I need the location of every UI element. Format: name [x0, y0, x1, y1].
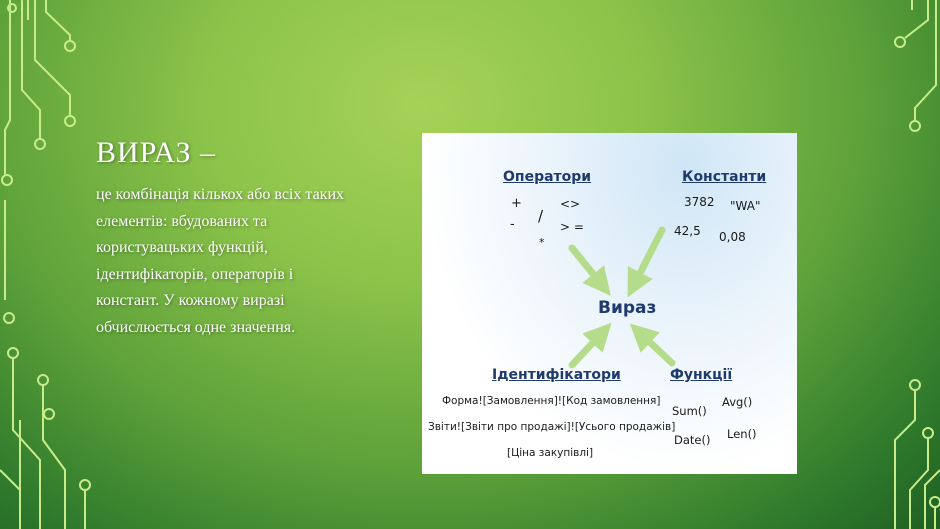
constant-item: 42,5: [674, 224, 701, 238]
arrow-constants: [634, 230, 662, 285]
description-line: елементів: вбудованих та: [96, 212, 268, 230]
description-line: обчислюється одне значення.: [96, 318, 296, 336]
operator-item: +: [511, 196, 522, 211]
circuit-decoration-right: [870, 0, 940, 529]
function-item: Sum(): [672, 404, 707, 418]
function-item: Len(): [727, 427, 757, 441]
description-line: користувацьких функцій,: [96, 239, 268, 256]
slide-description: [96, 182, 396, 341]
constants-heading: Константи: [682, 169, 767, 185]
operator-item: <>: [560, 197, 581, 211]
functions-heading: Функції: [670, 367, 733, 383]
operator-item: > =: [560, 220, 584, 234]
description-line: це комбінація кількох або всіх таких: [96, 186, 344, 203]
operator-item: /: [538, 207, 544, 225]
function-item: Avg(): [722, 395, 753, 409]
slide-title: ВИРАЗ –: [96, 136, 216, 169]
description-line: констант. У кожному виразі: [96, 292, 285, 309]
constant-item: 0,08: [719, 230, 746, 244]
identifier-item: [Ціна закупівлі]: [507, 447, 594, 459]
arrow-operators: [572, 248, 602, 285]
identifiers-heading: Ідентифікатори: [492, 367, 621, 383]
arrow-identifiers: [572, 333, 602, 365]
identifier-item: Звіти![Звіти про продажі]![Усього продажів]: [428, 421, 676, 433]
expression-center-label: Вираз: [598, 298, 657, 318]
constant-item: "WA": [730, 199, 761, 213]
operator-item: -: [510, 217, 515, 232]
constant-item: 3782: [684, 195, 715, 209]
operator-item: *: [539, 236, 545, 249]
identifier-item: Форма![Замовлення]![Код замовлення]: [442, 395, 661, 407]
function-item: Date(): [674, 433, 711, 447]
operators-heading: Оператори: [503, 169, 592, 185]
expression-diagram: [422, 133, 797, 474]
description-line: ідентифікаторів, операторів і: [96, 265, 294, 283]
circuit-decoration-left: [0, 0, 100, 529]
arrow-functions: [640, 333, 672, 363]
